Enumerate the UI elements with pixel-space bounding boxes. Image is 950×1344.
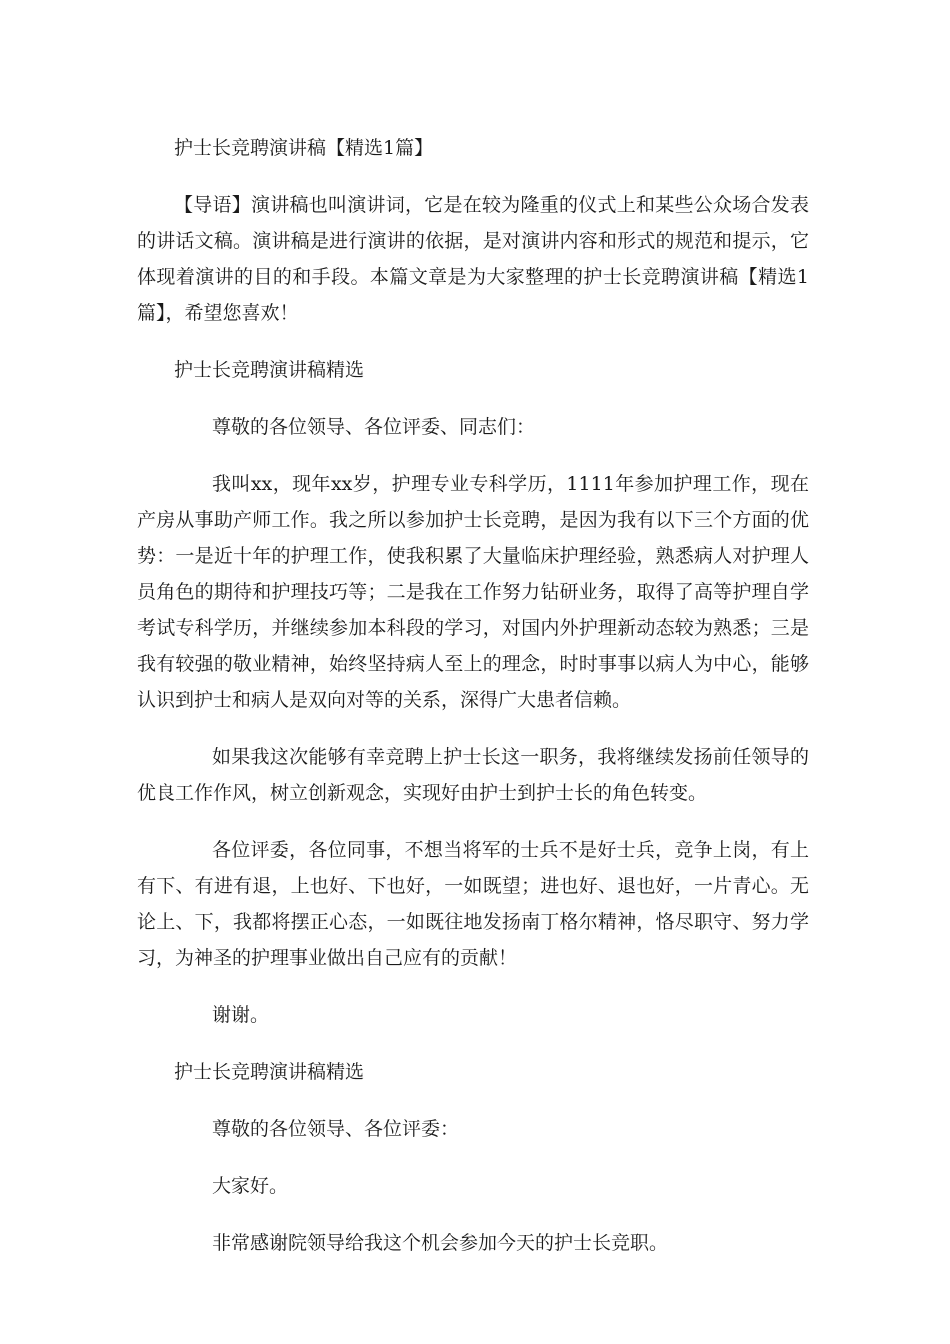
salutation: 尊敬的各位领导、各位评委：: [212, 1118, 460, 1140]
closing: 谢谢。: [212, 1004, 270, 1026]
body-paragraph: 我叫xx，现年xx岁，护理专业专科学历，1111年参加护理工作，现在产房从事助产师工作。我之所以参加护士长竞聘，是因为我有以下三个方面的优势：一是近十年的护理工作，使我积累了大量临床护理经验，熟悉病人对护理人员角色的期待和护理技巧等；二是我在工作努力钻研业务，取得了高等护理自学考试专科学历，并继续参加本科段的学习，对国内外护理新动态较为熟悉；三是我有较强的敬业精神，始终坚持病人至上的理念，时时事事以病人为中心，能够认识到护士和病人是双向对等的关系，深得广大患者信赖。: [137, 473, 809, 711]
document-title: 护士长竞聘演讲稿【精选1篇】: [174, 137, 434, 159]
intro-paragraph: 【导语】演讲稿也叫演讲词，它是在较为隆重的仪式上和某些公众场合发表的讲话文稿。演讲稿是进行演讲的依据，是对演讲内容和形式的规范和提示，它体现着演讲的目的和手段。本篇文章是为大家整理的护士长竞聘演讲稿【精选1篇】，希望您喜欢！: [137, 194, 809, 324]
body-paragraph: 非常感谢院领导给我这个机会参加今天的护士长竞职。: [212, 1232, 669, 1254]
greeting: 大家好。: [212, 1175, 289, 1197]
section-heading: 护士长竞聘演讲稿精选: [174, 1061, 365, 1083]
body-paragraph: 各位评委，各位同事，不想当将军的士兵不是好士兵，竞争上岗，有上有下、有进有退，上也好、下也好，一如既望；进也好、退也好，一片青心。无论上、下，我都将摆正心态，一如既往地发扬南丁格尔精神，恪尽职守、努力学习，为神圣的护理事业做出自己应有的贡献！: [137, 839, 809, 969]
body-paragraph: 如果我这次能够有幸竞聘上护士长这一职务，我将继续发扬前任领导的优良工作作风，树立创新观念，实现好由护士到护士长的角色转变。: [137, 746, 809, 804]
section-heading: 护士长竞聘演讲稿精选: [174, 359, 365, 381]
salutation: 尊敬的各位领导、各位评委、同志们：: [212, 416, 536, 438]
document-body: [137, 130, 809, 1261]
